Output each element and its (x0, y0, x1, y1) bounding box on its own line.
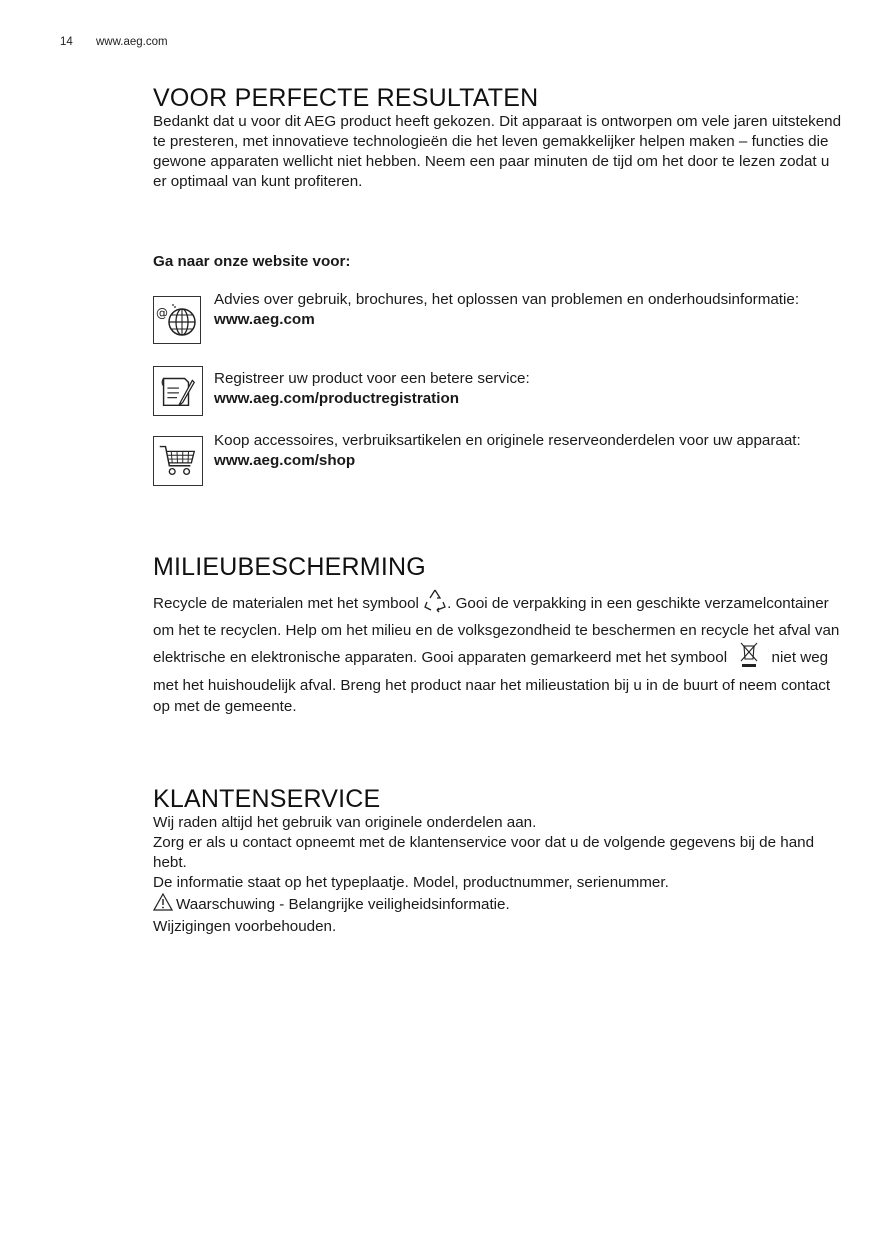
shopping-cart-icon (153, 436, 203, 486)
website-section (153, 252, 843, 469)
page-header (60, 36, 188, 48)
website-item-registration-text: Registreer uw product voor een betere service: (214, 370, 530, 387)
crossed-bin-icon (737, 641, 761, 675)
environment-text-part1: Recycle de materialen met het symbool (153, 595, 419, 613)
website-item-registration-link[interactable]: www.aeg.com/productregistration (214, 390, 460, 407)
perfect-results-body: Bedankt dat u voor dit AEG product heeft gekozen. Dit apparaat is ontworpen om vele jaren uitstekend te presteren, met innovatieve technologieën die het leven gemakkelijker helpen maken – functies die gewone apparaten wellicht niet hebben. Neem een paar minuten de tijd om het door te lezen zodat u er optimaal van kunt profiteren. (153, 113, 842, 190)
environment-text-part2: . Gooi de verpakking in een geschikte verzamelcontainer om het te recyclen. Help om het milieu en de volksgezondheid te beschermen en recycle het afval van elektrische en elektronische apparaten. Gooi apparaten gemarkeerd met het symbool (153, 595, 840, 667)
customer-service-title: KLANTENSERVICE (153, 785, 381, 813)
website-item-advice-link[interactable]: www.aeg.com (214, 311, 315, 328)
perfect-results-title: VOOR PERFECTE RESULTATEN (153, 84, 539, 112)
customer-service-line-3: De informatie staat op het typeplaatje. Model, productnummer, serienummer. (153, 874, 669, 891)
customer-service-line-1: Wij raden altijd het gebruik van originele onderdelen aan. (153, 814, 537, 831)
environment-section (153, 553, 843, 717)
environment-title: MILIEUBESCHERMING (153, 553, 426, 581)
customer-service-warning-row (153, 893, 843, 917)
warning-icon (153, 893, 173, 917)
header-site-link[interactable]: www.aeg.com (96, 36, 168, 48)
website-item-shop-text: Koop accessoires, verbruiksartikelen en originele reserveonderdelen voor uw apparaat: (214, 432, 801, 449)
recycle-icon (423, 588, 447, 620)
customer-service-section (153, 785, 843, 937)
customer-service-line-2: Zorg er als u contact opneemt met de klantenservice voor dat u de volgende gegevens bij de hand hebt. (153, 834, 815, 871)
website-item-shop-link[interactable]: www.aeg.com/shop (214, 452, 356, 469)
svg-text:@: @ (156, 306, 168, 320)
globe-icon (153, 296, 201, 344)
customer-service-warning: Waarschuwing - Belangrijke veiligheidsinformatie. (176, 896, 510, 913)
environment-text-part3: niet weg met het huishoudelijk afval. Breng het product naar het milieustation bij u in de buurt of neem contact op met de gemeente. (153, 649, 831, 715)
perfect-results-section (153, 84, 843, 192)
page-number: 14 (60, 36, 73, 48)
customer-service-line-5: Wijzigingen voorbehouden. (153, 918, 337, 935)
website-heading: Ga naar onze website voor: (153, 253, 351, 270)
website-item-advice-text: Advies over gebruik, brochures, het oplossen van problemen en onderhoudsinformatie: (214, 291, 800, 308)
environment-body (153, 588, 843, 717)
registration-icon (153, 366, 203, 416)
